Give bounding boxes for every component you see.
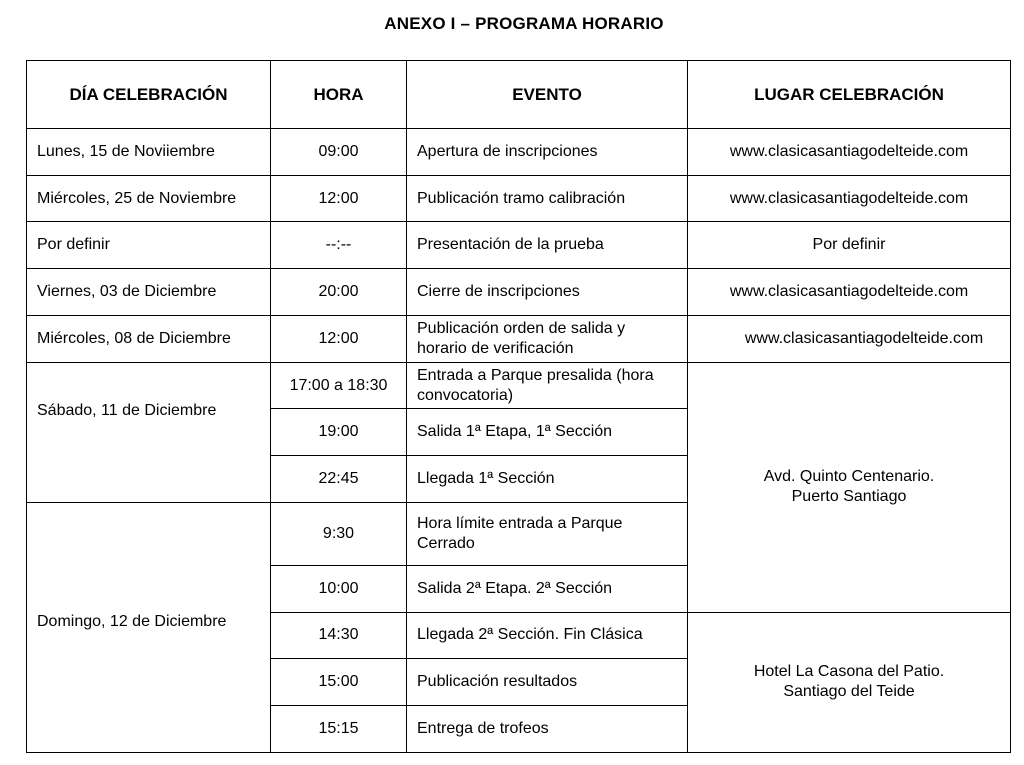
evento-line: Cerrado bbox=[417, 534, 475, 552]
table-row bbox=[27, 362, 1011, 409]
cell-hora: 12:00 bbox=[271, 175, 407, 222]
lugar-line: Puerto Santiago bbox=[791, 488, 907, 506]
cell-hora: 10:00 bbox=[271, 565, 407, 612]
cell-hora: 15:15 bbox=[271, 706, 407, 753]
header-lugar: LUGAR CELEBRACIÓN bbox=[688, 61, 1011, 129]
cell-evento bbox=[407, 502, 688, 565]
evento-line: Entrada a Parque presalida (hora bbox=[417, 366, 654, 384]
cell-evento: Publicación resultados bbox=[407, 659, 688, 706]
cell-evento: Apertura de inscripciones bbox=[407, 129, 688, 176]
cell-evento: Publicación tramo calibración bbox=[407, 175, 688, 222]
header-evento: EVENTO bbox=[407, 61, 688, 129]
lugar-line: Santiago del Teide bbox=[783, 683, 915, 701]
cell-evento: Llegada 2ª Sección. Fin Clásica bbox=[407, 612, 688, 659]
cell-evento: Presentación de la prueba bbox=[407, 222, 688, 269]
table-row bbox=[27, 315, 1011, 362]
table-row bbox=[27, 269, 1011, 316]
cell-evento: Salida 2ª Etapa. 2ª Sección bbox=[407, 565, 688, 612]
evento-line: horario de verificación bbox=[417, 339, 574, 357]
lugar-line: Avd. Quinto Centenario. bbox=[763, 468, 935, 486]
cell-dia: Viernes, 03 de Diciembre bbox=[27, 269, 271, 316]
document-title: ANEXO I – PROGRAMA HORARIO bbox=[384, 14, 664, 33]
cell-hora: 20:00 bbox=[271, 269, 407, 316]
cell-evento: Salida 1ª Etapa, 1ª Sección bbox=[407, 409, 688, 456]
cell-evento bbox=[407, 362, 688, 409]
table-row bbox=[27, 129, 1011, 176]
evento-line: Publicación orden de salida y bbox=[417, 319, 626, 337]
cell-evento: Entrega de trofeos bbox=[407, 706, 688, 753]
cell-hora: 22:45 bbox=[271, 456, 407, 503]
lugar-line: Hotel La Casona del Patio. bbox=[753, 663, 945, 681]
table-row bbox=[27, 175, 1011, 222]
cell-evento bbox=[407, 315, 688, 362]
cell-dia: Domingo, 12 de Diciembre bbox=[27, 502, 271, 752]
evento-line: convocatoria) bbox=[417, 386, 514, 404]
cell-hora: --:-- bbox=[271, 222, 407, 269]
cell-dia: Miércoles, 08 de Diciembre bbox=[27, 315, 271, 362]
header-hora: HORA bbox=[271, 61, 407, 129]
cell-evento: Cierre de inscripciones bbox=[407, 269, 688, 316]
cell-lugar: www.clasicasantiagodelteide.com bbox=[688, 129, 1011, 176]
cell-hora: 15:00 bbox=[271, 659, 407, 706]
cell-dia: Lunes, 15 de Noviiembre bbox=[27, 129, 271, 176]
header-row bbox=[27, 61, 1011, 129]
cell-hora: 09:00 bbox=[271, 129, 407, 176]
cell-hora: 19:00 bbox=[271, 409, 407, 456]
cell-lugar: www.clasicasantiagodelteide.com bbox=[688, 315, 1011, 362]
cell-dia: Sábado, 11 de Diciembre bbox=[27, 362, 271, 502]
cell-dia: Por definir bbox=[27, 222, 271, 269]
cell-evento: Llegada 1ª Sección bbox=[407, 456, 688, 503]
table-row bbox=[27, 222, 1011, 269]
cell-dia: Miércoles, 25 de Noviembre bbox=[27, 175, 271, 222]
cell-hora: 9:30 bbox=[271, 502, 407, 565]
evento-line: Hora límite entrada a Parque bbox=[417, 514, 623, 532]
program-schedule-table bbox=[26, 60, 1011, 753]
header-dia: DÍA CELEBRACIÓN bbox=[27, 61, 271, 129]
cell-hora: 12:00 bbox=[271, 315, 407, 362]
cell-lugar: www.clasicasantiagodelteide.com bbox=[688, 175, 1011, 222]
cell-lugar-merged bbox=[688, 362, 1011, 612]
cell-lugar: www.clasicasantiagodelteide.com bbox=[688, 269, 1011, 316]
cell-hora: 17:00 a 18:30 bbox=[271, 362, 407, 409]
cell-lugar: Por definir bbox=[688, 222, 1011, 269]
cell-hora: 14:30 bbox=[271, 612, 407, 659]
cell-lugar-merged bbox=[688, 612, 1011, 752]
